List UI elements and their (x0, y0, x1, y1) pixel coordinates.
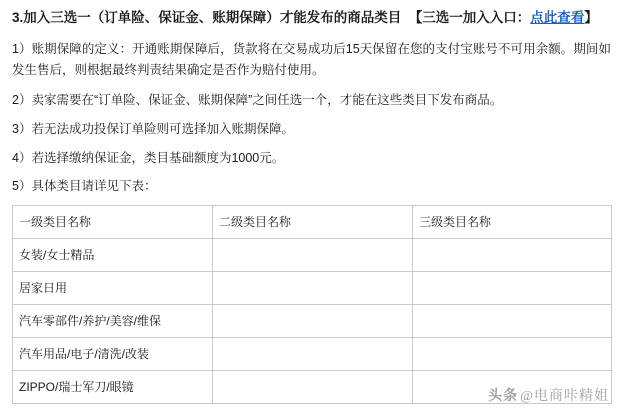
table-row (13, 271, 612, 304)
watermark-text: @电商咔精姐 (520, 389, 609, 404)
cell-level1: 汽车零部件/养护/美容/维保 (13, 304, 213, 337)
column-header-level3: 三级类目名称 (413, 205, 612, 238)
column-header-level2: 二级类目名称 (213, 205, 413, 238)
table-header-row (13, 205, 612, 238)
column-header-level1: 一级类目名称 (13, 205, 213, 238)
cell-level2 (213, 271, 413, 304)
watermark-logo: 头条 (488, 387, 519, 403)
category-table (12, 205, 612, 404)
table-row (13, 304, 612, 337)
cell-level1: 汽车用品/电子/清洗/改装 (13, 337, 213, 370)
cell-level3 (413, 238, 612, 271)
cell-level3 (413, 337, 612, 370)
cell-level3 (413, 271, 612, 304)
page-title-bracket-prefix: 【三选一加入入口： (408, 10, 531, 25)
view-here-link[interactable]: 点此查看 (530, 10, 585, 25)
table-row (13, 238, 612, 271)
cell-level2 (213, 337, 413, 370)
watermark (488, 385, 609, 405)
paragraph-3: 3）若无法成功投保订单险则可选择加入账期保障。 (12, 122, 294, 137)
cell-level1: ZIPPO/瑞士军刀/眼镜 (13, 370, 213, 403)
cell-level2 (213, 238, 413, 271)
table-row (13, 337, 612, 370)
cell-level1: 居家日用 (13, 271, 213, 304)
page-title-number: 3. (12, 10, 24, 25)
page-title-bracket-suffix: 】 (584, 10, 598, 25)
cell-level1: 女装/女士精品 (13, 238, 213, 271)
paragraph-4: 4）若选择缴纳保证金，类目基础额度为1000元。 (12, 150, 285, 165)
cell-level2 (213, 304, 413, 337)
paragraph-1: 1）账期保障的定义：开通账期保障后，货款将在交易成功后15天保留在您的支付宝账号不可用余额。期间如发生售后，则根据最终判责结果确定是否作为赔付使用。 (12, 41, 611, 78)
cell-level3 (413, 304, 612, 337)
page-title-text: 加入三选一（订单险、保证金、账期保障）才能发布的商品类目 (23, 10, 402, 25)
page-title (12, 8, 611, 29)
paragraph-2: 2）卖家需要在“订单险、保证金、账期保障”之间任选一个，才能在这些类目下发布商品。 (12, 92, 503, 107)
cell-level2 (213, 370, 413, 403)
paragraph-5: 5）具体类目请详见下表： (12, 179, 157, 194)
